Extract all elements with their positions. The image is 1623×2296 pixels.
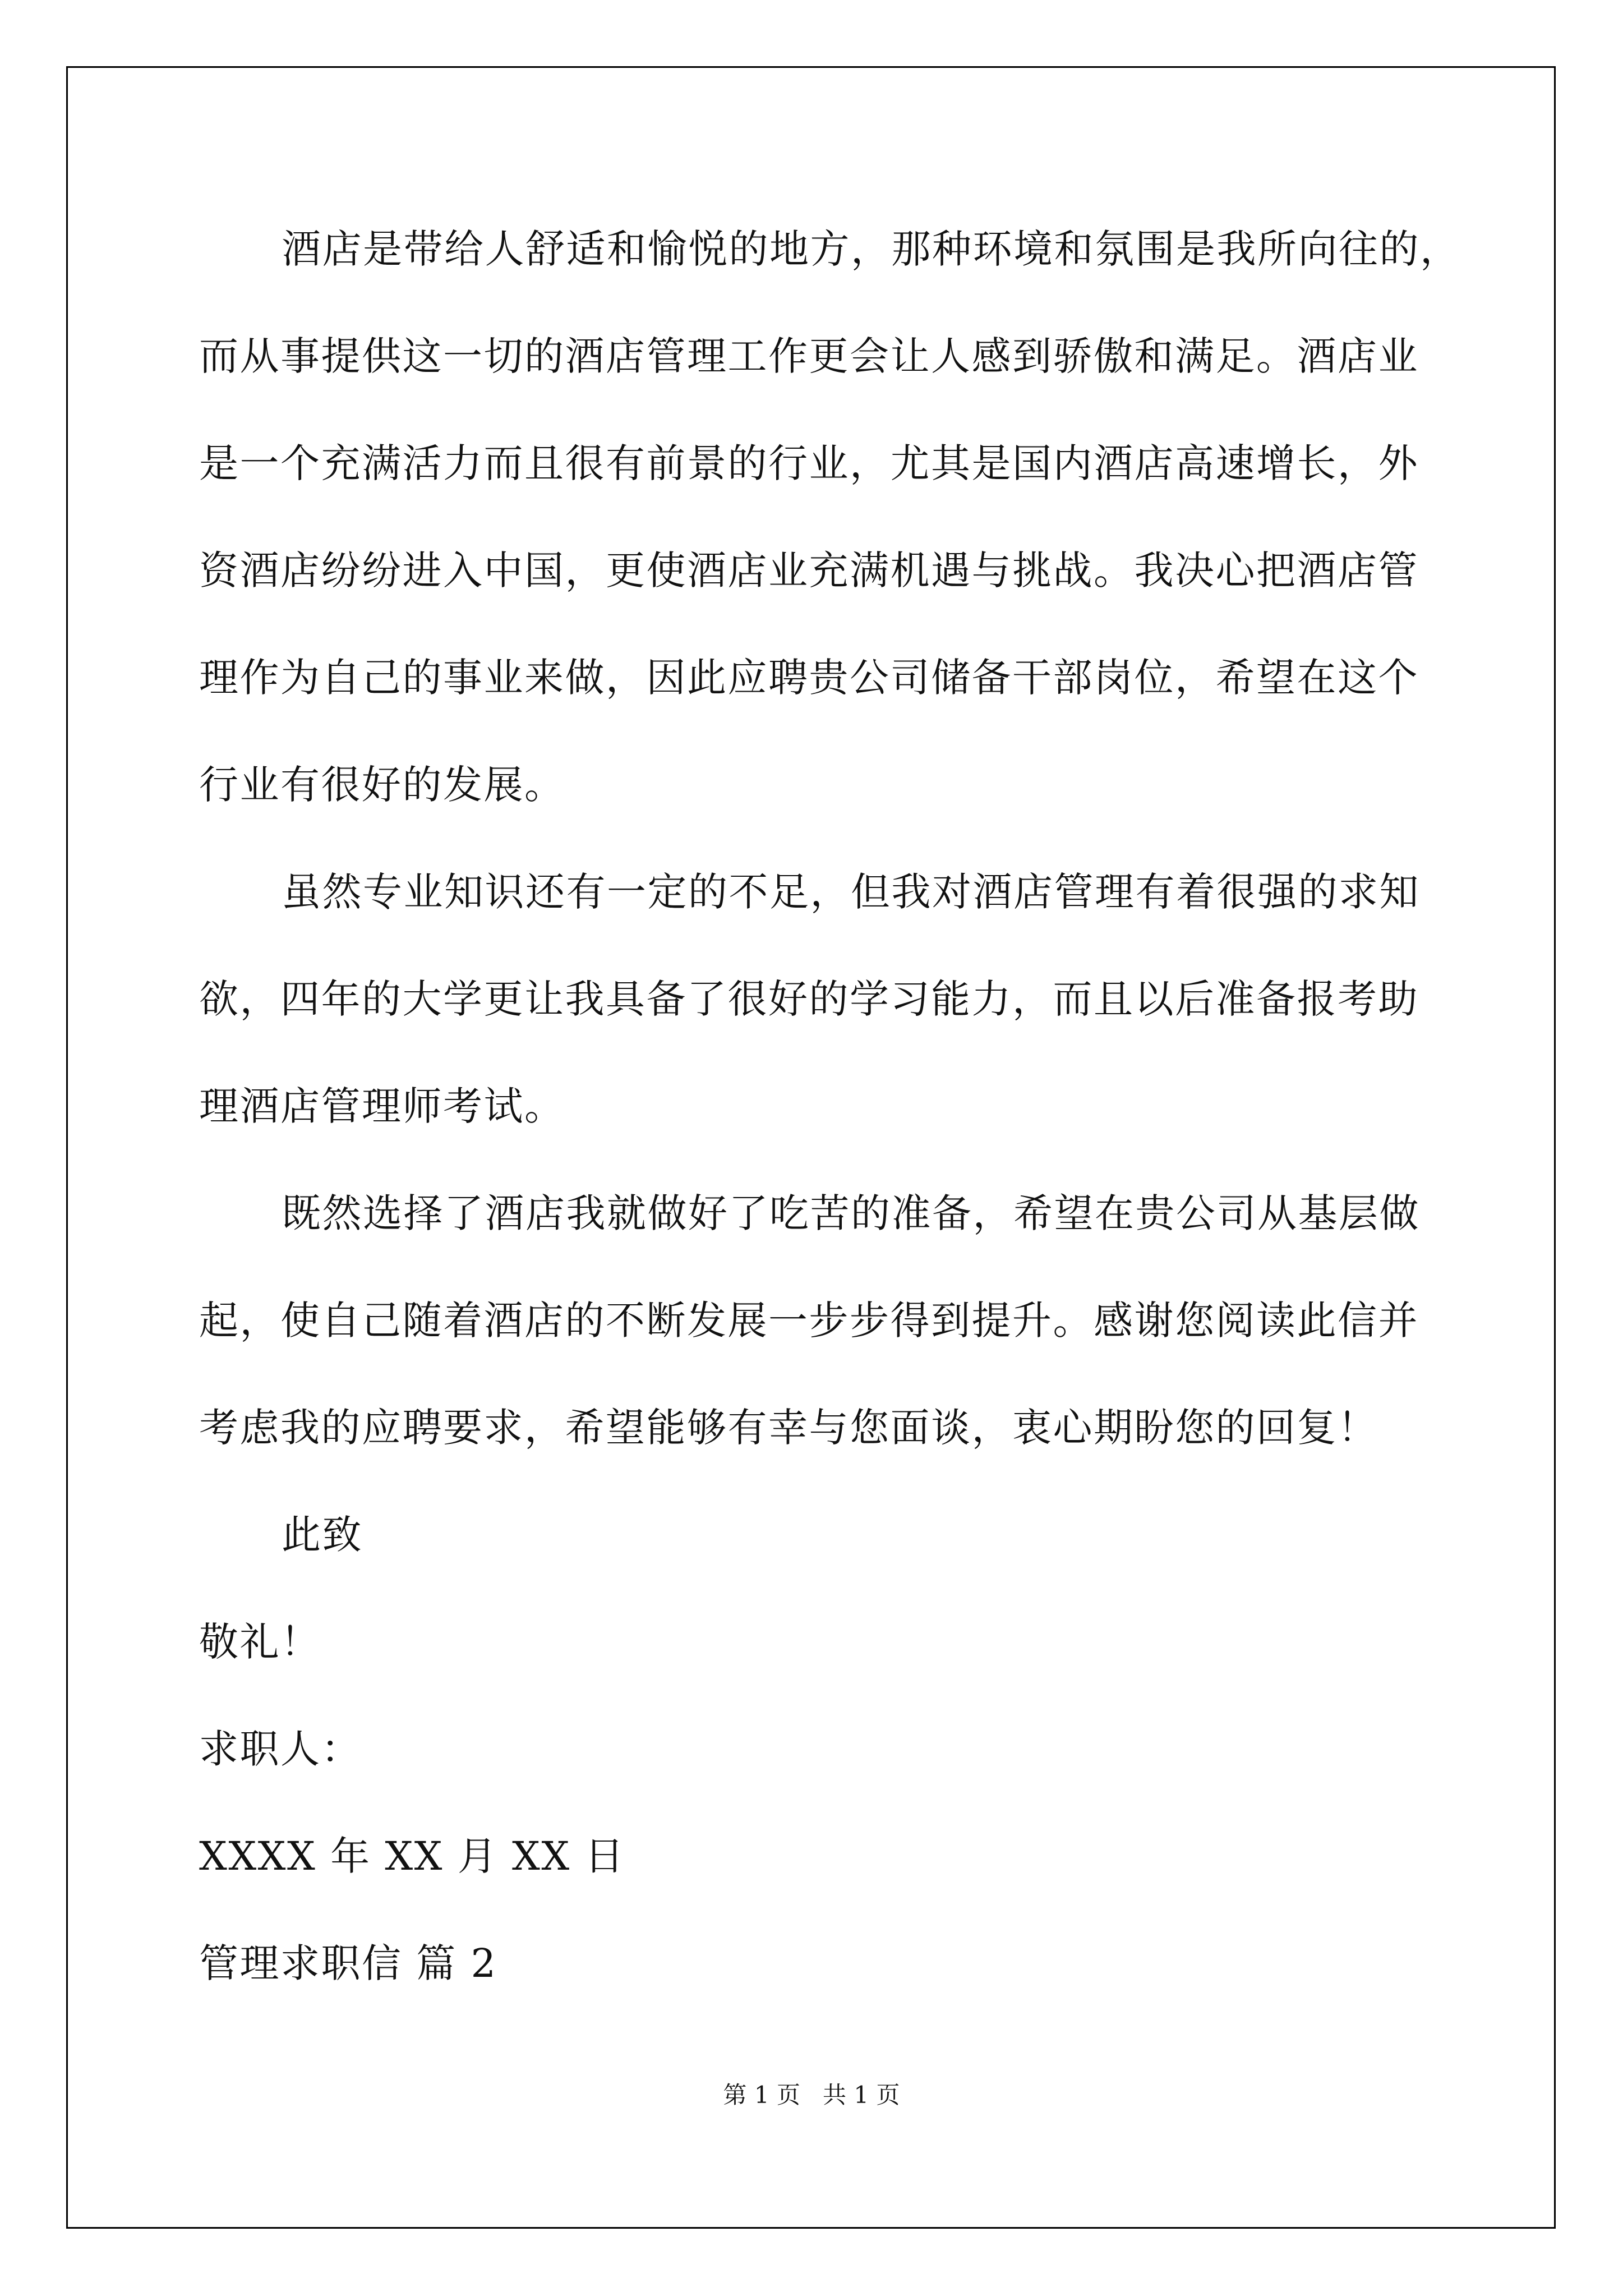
letter-line-2: 而从事提供这一切的酒店管理工作更会让人感到骄傲和满足。酒店业 xyxy=(199,333,1419,379)
letter-line-12: 考虑我的应聘要求，希望能够有幸与您面谈，衷心期盼您的回复！ xyxy=(199,1405,1378,1451)
letter-date: XXXX 年 XX 月 XX 日 xyxy=(199,1833,625,1879)
letter-line-8: 欲，四年的大学更让我具备了很好的学习能力，而且以后准备报考助 xyxy=(199,976,1419,1022)
letter-line-4: 资酒店纷纷进入中国，更使酒店业充满机遇与挑战。我决心把酒店管 xyxy=(199,547,1419,593)
page-footer: 第 1 页 共 1 页 xyxy=(723,2081,900,2109)
letter-line-3: 是一个充满活力而且很有前景的行业，尤其是国内酒店高速增长，外 xyxy=(199,440,1419,486)
letter-line-1: 酒店是带给人舒适和愉悦的地方，那种环境和氛围是我所向往的， xyxy=(282,226,1461,272)
closing-salutation: 此致 xyxy=(282,1512,363,1558)
applicant-label: 求职人： xyxy=(199,1726,362,1772)
next-section-title: 管理求职信 篇 2 xyxy=(199,1940,497,1986)
letter-line-9: 理酒店管理师考试。 xyxy=(199,1083,565,1129)
page-border xyxy=(66,66,1556,2229)
letter-line-6: 行业有很好的发展。 xyxy=(199,762,565,808)
letter-line-11: 起，使自己随着酒店的不断发展一步步得到提升。感谢您阅读此信并 xyxy=(199,1297,1419,1343)
letter-line-5: 理作为自己的事业来做，因此应聘贵公司储备干部岗位，希望在这个 xyxy=(199,655,1419,701)
letter-line-10: 既然选择了酒店我就做好了吃苦的准备，希望在贵公司从基层做 xyxy=(282,1190,1420,1236)
closing-regards: 敬礼！ xyxy=(199,1619,321,1665)
letter-line-7: 虽然专业知识还有一定的不足，但我对酒店管理有着很强的求知 xyxy=(282,869,1420,915)
